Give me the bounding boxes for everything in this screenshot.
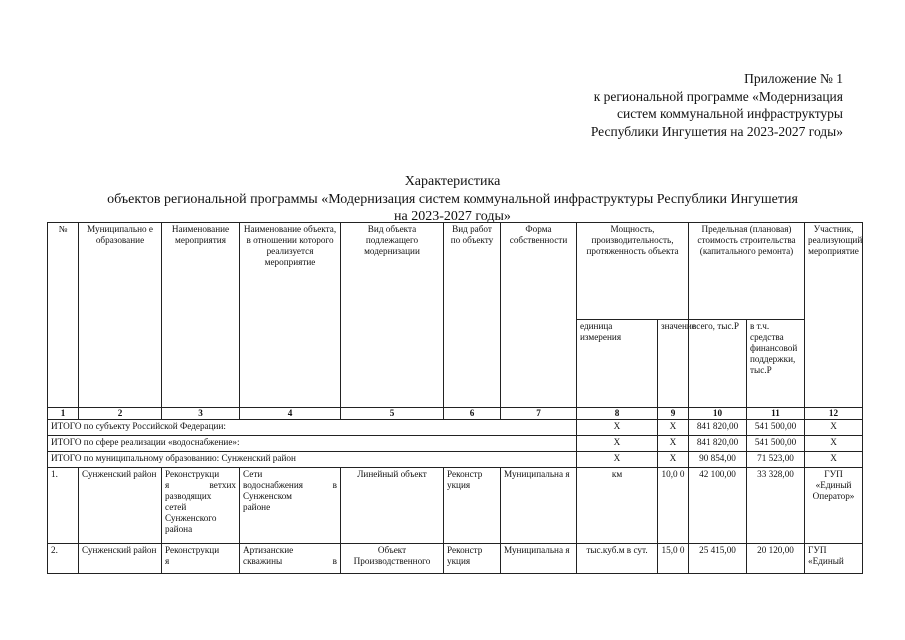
event-line: я ветхих (165, 480, 236, 490)
table-row (48, 468, 863, 544)
total-participant: X (805, 452, 863, 468)
total-participant: X (805, 436, 863, 452)
row-number: 1. (48, 468, 79, 544)
column-number: 3 (162, 408, 240, 420)
event-line: сетей (165, 502, 187, 512)
header-no: № (48, 223, 79, 408)
header-unit: единица измерения (577, 320, 658, 408)
row-participant: ГУП «Единый (805, 544, 863, 574)
document-title (0, 173, 905, 226)
header-capacity: Мощность, производительность, протяженность объекта (577, 223, 689, 320)
header-support: в т.ч. средства финансовой поддержки, тыс.Р (747, 320, 805, 408)
column-number: 9 (658, 408, 689, 420)
total-row (48, 452, 863, 468)
total-value: X (658, 420, 689, 436)
row-total: 42 100,00 (689, 468, 747, 544)
appendix-line: Приложение № 1 (744, 71, 843, 86)
objects-table (47, 222, 863, 574)
total-row (48, 420, 863, 436)
row-event (162, 468, 240, 544)
row-event (162, 544, 240, 574)
row-value: 10,0 0 (658, 468, 689, 544)
column-number: 6 (444, 408, 501, 420)
header-event-name: Наименование мероприятия (162, 223, 240, 408)
appendix-line: Республики Ингушетия на 2023-2027 годы» (590, 123, 843, 139)
title-line: Характеристика (404, 174, 501, 189)
object-line: скважины в (243, 556, 337, 566)
appendix-line: к региональной программе «Модернизация (593, 88, 843, 104)
row-work-type: Реконстр укция (444, 544, 501, 574)
appendix-block (591, 70, 843, 140)
total-label: ИТОГО по сфере реализации «водоснабжение»: (48, 436, 577, 452)
row-object-type: Линейный объект (341, 468, 444, 544)
column-number: 10 (689, 408, 747, 420)
row-ownership: Муниципальна я (501, 544, 577, 574)
total-unit: X (577, 436, 658, 452)
total-value: X (658, 436, 689, 452)
header-object-type: Вид объекта подлежащего модернизации (341, 223, 444, 408)
column-number: 4 (240, 408, 341, 420)
row-municipality: Сунженский район (79, 544, 162, 574)
column-number: 7 (501, 408, 577, 420)
row-support: 33 328,00 (747, 468, 805, 544)
total-unit: X (577, 452, 658, 468)
column-number: 1 (48, 408, 79, 420)
object-line: Сети (243, 469, 263, 479)
row-object (240, 468, 341, 544)
column-number: 2 (79, 408, 162, 420)
title-line: на 2023-2027 годы» (394, 209, 511, 224)
header-participant: Участник, реализующий мероприятие (805, 223, 863, 408)
row-total: 25 415,00 (689, 544, 747, 574)
row-value: 15,0 0 (658, 544, 689, 574)
total-cost: 841 820,00 (689, 436, 747, 452)
total-label: ИТОГО по субъекту Российской Федерации: (48, 420, 577, 436)
header-ownership: Форма собственности (501, 223, 577, 408)
row-object (240, 544, 341, 574)
total-cost: 90 854,00 (689, 452, 747, 468)
header-cost: Предельная (плановая) стоимость строительства (капитального ремонта) (689, 223, 805, 320)
row-participant: ГУП «Единый Оператор» (805, 468, 863, 544)
row-number: 2. (48, 544, 79, 574)
event-line: района (165, 524, 193, 534)
total-row (48, 436, 863, 452)
header-municipality: Муниципально е образование (79, 223, 162, 408)
row-unit: км (577, 468, 658, 544)
object-line: водоснабжения в (243, 480, 337, 490)
row-object-type: Объект Производственного (341, 544, 444, 574)
total-participant: X (805, 420, 863, 436)
total-support: 541 500,00 (747, 420, 805, 436)
header-object-name: Наименование объекта, в отношении которого реализуется мероприятие (240, 223, 341, 408)
header-value: значение (658, 320, 689, 408)
object-line: районе (243, 502, 271, 512)
total-support: 71 523,00 (747, 452, 805, 468)
column-number: 8 (577, 408, 658, 420)
row-ownership: Муниципальна я (501, 468, 577, 544)
total-support: 541 500,00 (747, 436, 805, 452)
event-line: я (165, 556, 170, 566)
table-row (48, 544, 863, 574)
row-support: 20 120,00 (747, 544, 805, 574)
row-municipality: Сунженский район (79, 468, 162, 544)
object-line: Артизанские (243, 545, 294, 555)
title-line: объектов региональной программы «Модернизация систем коммунальной инфраструктуры Республики Ингушетия (107, 191, 798, 207)
column-number-row (48, 408, 863, 420)
row-work-type: Реконстр укция (444, 468, 501, 544)
event-line: разводящих (165, 491, 212, 501)
header-work-type: Вид работ по объекту (444, 223, 501, 408)
column-number: 5 (341, 408, 444, 420)
header-total: всего, тыс.Р (689, 320, 747, 408)
total-value: X (658, 452, 689, 468)
row-unit: тыс.куб.м в сут. (577, 544, 658, 574)
event-line: Реконструкци (165, 545, 220, 555)
object-line: Сунженском (243, 491, 292, 501)
total-cost: 841 820,00 (689, 420, 747, 436)
column-number: 11 (747, 408, 805, 420)
event-line: Сунженского (165, 513, 217, 523)
total-unit: X (577, 420, 658, 436)
total-label: ИТОГО по муниципальному образованию: Сунженский район (48, 452, 577, 468)
column-number: 12 (805, 408, 863, 420)
appendix-line: систем коммунальной инфраструктуры (616, 106, 843, 121)
event-line: Реконструкци (165, 469, 220, 479)
